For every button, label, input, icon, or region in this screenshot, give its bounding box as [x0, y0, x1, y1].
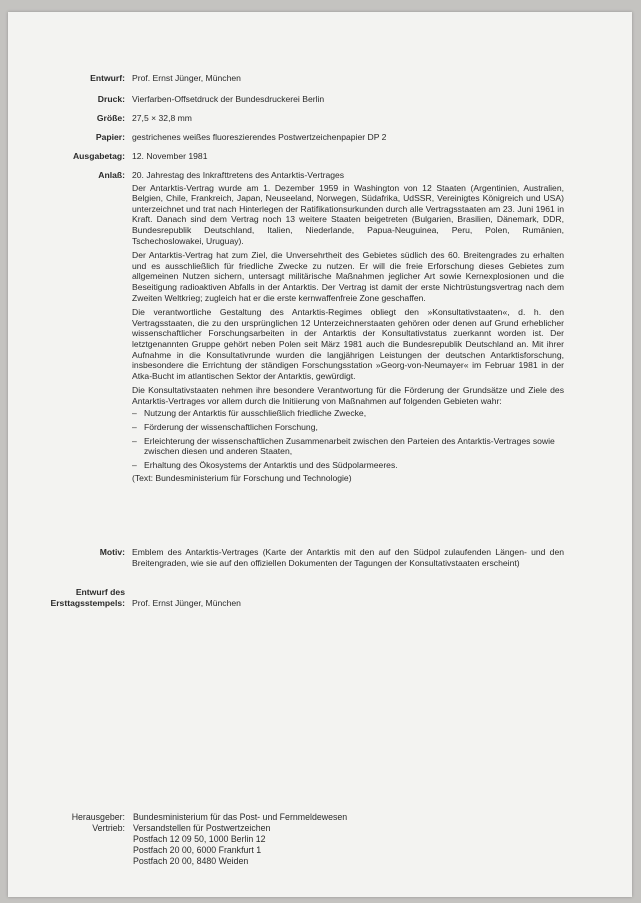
- herausgeber-label: Herausgeber:: [71, 812, 125, 822]
- herausgeber-value: Bundesministerium für das Post- und Fernmeldewesen: [133, 812, 348, 822]
- bullet-text-3: Erleichterung der wissenschaftlichen Zusammenarbeit zwischen den Parteien des Antarktis-Vertrages sowie zwischen diesen und anderen Staaten,: [144, 435, 555, 457]
- anlass-paragraph-4: Die Konsultativstaaten nehmen ihre besondere Verantwortung für die Förderung der Grundsätze und Ziele des Antarktis-Vertrages vor allem durch die Initiierung von Maßnahmen auf folgenden Gebieten wahr:: [132, 385, 564, 406]
- druck-value: Vierfarben-Offsetdruck der Bundesdruckerei Berlin: [132, 94, 325, 104]
- ausgabetag-value: 12. November 1981: [132, 151, 208, 161]
- anlass-source: (Text: Bundesministerium für Forschung und Technologie): [132, 473, 352, 484]
- ersttag-value: Prof. Ernst Jünger, München: [132, 597, 241, 608]
- vertrieb-label: Vertrieb:: [92, 823, 125, 833]
- ersttag-label-line2: Ersttagsstempels:: [50, 597, 125, 608]
- groesse-value: 27,5 × 32,8 mm: [132, 113, 192, 123]
- ersttag-label: [0, 587, 125, 608]
- anlass-paragraph-3: Die verantwortliche Gestaltung des Antarktis-Regimes obliegt den »Konsultativstaaten«, d. h. den Vertragsstaaten, die zu den ursprünglichen 12 Unterzeichnerstaaten gehören oder denen auf Grund erheblicher wissenschaftlicher Forschungsarbeiten in der Antarktis der Konsultativstatus zuerkannt worden ist. Der letztgenannten Gruppe gehört neben Polen seit März 1981 auch die Bundesrepublik Deutschland an. Mit ihrer Aufnahme in die Konsultativrunde wurden die langjährigen Leistungen der deutschen Antarktisforschung, insbesondere die Errichtung der ständigen Forschungsstation »Georg-von-Neumayer« im Februar 1981 in der Atka-Bucht im atlantischen Sektor der Antarktis, gewürdigt.: [132, 307, 564, 381]
- druck-label: Druck:: [97, 94, 125, 104]
- anlass-label: Anlaß:: [98, 170, 125, 180]
- ersttag-label-line1: Entwurf des: [75, 587, 125, 597]
- vertrieb-line: Postfach 20 00, 6000 Frankfurt 1: [133, 845, 262, 855]
- anlass-paragraph-1: Der Antarktis-Vertrag wurde am 1. Dezember 1959 in Washington von 12 Staaten (Argentinien, Australien, Belgien, Chile, Frankreich, Japan, Neuseeland, Norwegen, Südafrika, UdSSR, Vereinigtes Königreich und USA) unterzeichnet und trat nach Hinterlegen der Ratifikationsurkunden durch alle Vertragsstaaten am 23. Juni 1961 in Kraft. Danach sind dem Vertrag noch 13 weitere Staaten beigetreten (Bulgarien, Brasilien, Dänemark, DDR, Bundesrepublik Deutschland, Italien, Niederlande, Papua-Neuguinea, Peru, Polen, Rumänien, Tschechoslowakei, Uruguay).: [132, 182, 564, 246]
- papier-label: Papier:: [95, 132, 125, 142]
- bullet-text-2: Förderung der wissenschaftlichen Forschung,: [144, 422, 318, 433]
- motiv-label: Motiv:: [99, 547, 125, 557]
- bullet-item: – Erleichterung der wissenschaftlichen Zusammenarbeit zwischen den Parteien des Antarktis-Vertrages sowie zwischen diesen und anderen Staaten,: [132, 436, 564, 457]
- groesse-label: Größe:: [96, 113, 125, 123]
- entwurf-label: Entwurf:: [90, 73, 125, 83]
- bullet-text-4: Erhaltung des Ökosystems der Antarktis und des Südpolarmeeres.: [144, 459, 398, 470]
- vertrieb-line: Versandstellen für Postwertzeichen: [133, 823, 271, 833]
- motiv-value: Emblem des Antarktis-Vertrages (Karte der Antarktis mit den auf den Südpol zulaufenden Längen- und den Breitengraden, wie sie auf den offiziellen Dokumenten der Tagungen der Konsultativstaaten erscheint): [132, 547, 564, 568]
- bullet-item: – Nutzung der Antarktis für ausschließlich friedliche Zwecke,: [132, 408, 564, 419]
- anlass-title: 20. Jahrestag des Inkrafttretens des Antarktis-Vertrages: [132, 170, 345, 180]
- anlass-body: [132, 170, 564, 484]
- ausgabetag-label: Ausgabetag:: [72, 151, 125, 161]
- anlass-paragraph-2: Der Antarktis-Vertrag hat zum Ziel, die Unversehrtheit des Gebietes südlich des 60. Breitengrades zu erhalten und es ausschließlich für friedliche Zwecke zu nutzen. Er will die freie Erforschung dieses Gebietes zum allgemeinen Nutzen sichern, untersagt militärische Maßnahmen jeglicher Art sowie Kernexplosionen und die Beseitigung radioaktiven Abfalls in der Antarktis. Der Vertrag ist damit der erste Nichtrüstungsvertrag nach dem Zweiten Weltkrieg; zugleich hat er die erste kernwaffenfreie Zone geschaffen.: [132, 250, 564, 303]
- bullet-item: – Erhaltung des Ökosystems der Antarktis und des Südpolarmeeres.: [132, 460, 564, 471]
- vertrieb-line: Postfach 12 09 50, 1000 Berlin 12: [133, 834, 266, 844]
- vertrieb-line: Postfach 20 00, 8480 Weiden: [133, 856, 249, 866]
- entwurf-value: Prof. Ernst Jünger, München: [132, 73, 241, 83]
- papier-value: gestrichenes weißes fluoreszierendes Postwertzeichenpapier DP 2: [132, 132, 387, 142]
- bullet-item: – Förderung der wissenschaftlichen Forschung,: [132, 422, 564, 433]
- bullet-text-1: Nutzung der Antarktis für ausschließlich friedliche Zwecke,: [144, 408, 367, 419]
